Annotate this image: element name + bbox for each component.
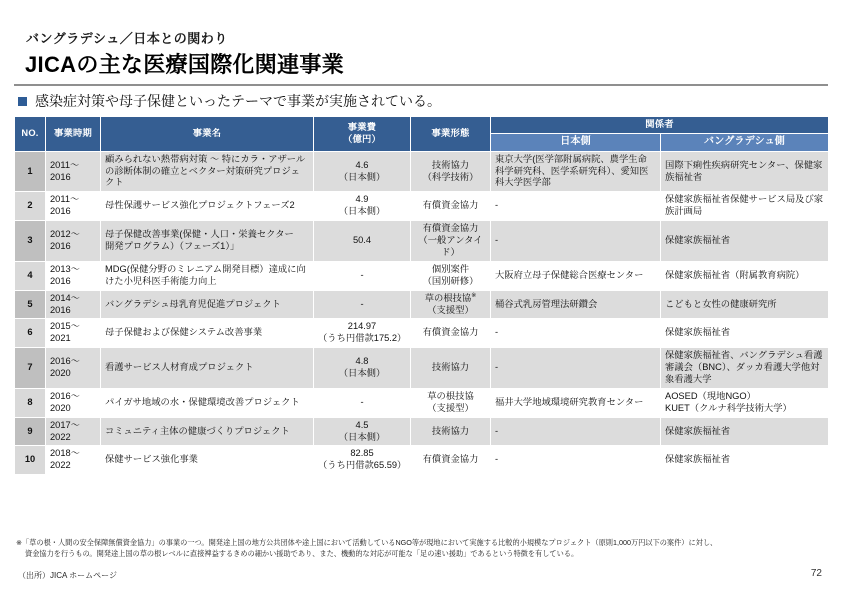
cell-japan-side: - <box>491 417 661 446</box>
table-body <box>15 151 829 475</box>
cell-bangladesh-side: こどもと女性の健康研究所 <box>661 290 829 319</box>
cell-no: 2 <box>15 192 46 221</box>
cell-period: 2011～ 2016 <box>46 151 101 192</box>
cell-period: 2017～ 2022 <box>46 417 101 446</box>
cell-no: 4 <box>15 261 46 290</box>
col-header-cost-line1: 事業費 <box>347 121 377 132</box>
cell-no: 5 <box>15 290 46 319</box>
table-header <box>15 117 829 152</box>
cell-type: 有償資金協力 <box>411 319 491 348</box>
cell-no: 3 <box>15 221 46 262</box>
cell-japan-side: - <box>491 192 661 221</box>
cell-japan-side: 東京大学(医学部附属病院、農学生命科学研究科、医学系研究科）、愛知医科大学医学部 <box>491 151 661 192</box>
col-header-cost-line2: （億円） <box>343 133 381 144</box>
table-header-row-1 <box>15 117 829 134</box>
col-header-period: 事業時期 <box>46 117 101 152</box>
lead-text: 感染症対策や母子保健といったテーマで事業が実施されている。 <box>35 93 441 109</box>
cell-type: 有償資金協力 <box>411 446 491 475</box>
cell-cost: - <box>314 388 411 417</box>
cell-project-name: 母性保護サービス強化プロジェクトフェーズ2 <box>101 192 314 221</box>
table-row <box>15 221 829 262</box>
cell-period: 2012～ 2016 <box>46 221 101 262</box>
cell-japan-side: 大阪府立母子保健総合医療センター <box>491 261 661 290</box>
col-header-type: 事業形態 <box>411 117 491 152</box>
cell-japan-side: 桶谷式乳房管理法研鑽会 <box>491 290 661 319</box>
cell-cost: 4.8 （日本側） <box>314 348 411 389</box>
footnote-line-1: ※「草の根・人間の安全保障無償資金協力」の事業の一つ。開発途上国の地方公共団体や途上国において活動しているNGO等が現地において実施する比較的小規模なプロジェクト（原則1,000万円以下の案件）に対し、 <box>16 538 718 547</box>
col-header-name: 事業名 <box>101 117 314 152</box>
cell-period: 2015～ 2021 <box>46 319 101 348</box>
cell-cost: 82.85 （うち円借款65.59） <box>314 446 411 475</box>
cell-project-name: パイガサ地域の水・保健環境改善プロジェクト <box>101 388 314 417</box>
cell-bangladesh-side: AOSED（現地NGO） KUET（クルナ科学技術大学） <box>661 388 829 417</box>
table-row <box>15 446 829 475</box>
projects-table <box>14 116 829 475</box>
table-row <box>15 290 829 319</box>
cell-cost: 214.97 （うち円借款175.2） <box>314 319 411 348</box>
col-header-stakeholders: 関係者 <box>491 117 829 134</box>
col-header-cost <box>314 117 411 152</box>
cell-no: 8 <box>15 388 46 417</box>
cell-bangladesh-side: 保健家族福祉省保健サービス局及び家族計画局 <box>661 192 829 221</box>
cell-japan-side: - <box>491 446 661 475</box>
cell-cost: 4.5 （日本側） <box>314 417 411 446</box>
cell-japan-side: 福井大学地域環境研究教育センター <box>491 388 661 417</box>
cell-bangladesh-side: 保健家族福祉省（附属教育病院） <box>661 261 829 290</box>
cell-cost: 50.4 <box>314 221 411 262</box>
table-row <box>15 261 829 290</box>
cell-project-name: コミュニティ主体の健康づくりプロジェクト <box>101 417 314 446</box>
cell-type: 草の根技協 （支援型） <box>411 388 491 417</box>
cell-bangladesh-side: 保健家族福祉省 <box>661 221 829 262</box>
table-row <box>15 151 829 192</box>
cell-japan-side: - <box>491 319 661 348</box>
bullet-square-icon <box>18 97 27 106</box>
lead-statement <box>18 91 441 111</box>
cell-type: 有償資金協力 （一般アンタイド） <box>411 221 491 262</box>
cell-bangladesh-side: 保健家族福祉省 <box>661 319 829 348</box>
col-header-japan-side: 日本側 <box>491 133 661 151</box>
cell-period: 2011～ 2016 <box>46 192 101 221</box>
cell-project-name: 顧みられない熱帯病対策 ～ 特にカラ・アザールの診断体制の確立とベクター対策研究プロジェクト <box>101 151 314 192</box>
cell-cost: - <box>314 290 411 319</box>
cell-cost: - <box>314 261 411 290</box>
cell-type: 個別案件 （国別研修） <box>411 261 491 290</box>
cell-project-name: 母子保健および保健システム改善事業 <box>101 319 314 348</box>
cell-cost: 4.6 （日本側） <box>314 151 411 192</box>
col-header-no: NO. <box>15 117 46 152</box>
footnote <box>16 538 832 560</box>
cell-no: 9 <box>15 417 46 446</box>
table-row <box>15 192 829 221</box>
col-header-bangladesh-side: バングラデシュ側 <box>661 133 829 151</box>
table-row <box>15 348 829 389</box>
cell-period: 2013～ 2016 <box>46 261 101 290</box>
page-number: 72 <box>810 568 822 579</box>
page-title: JICAの主な医療国際化関連事業 <box>25 52 344 77</box>
cell-project-name: バングラデシュ母乳育児促進プロジェクト <box>101 290 314 319</box>
cell-project-name: 保健サービス強化事業 <box>101 446 314 475</box>
cell-type: 有償資金協力 <box>411 192 491 221</box>
cell-no: 6 <box>15 319 46 348</box>
cell-project-name: 母子保健改善事業(保健・人口・栄養セクター 開発プログラム）（フェーズ1）」 <box>101 221 314 262</box>
cell-period: 2016～ 2020 <box>46 388 101 417</box>
cell-no: 1 <box>15 151 46 192</box>
cell-bangladesh-side: 国際下痢性疾病研究センター、保健家族福祉省 <box>661 151 829 192</box>
cell-period: 2014～ 2016 <box>46 290 101 319</box>
slide-kicker: バングラデシュ／日本との関わり <box>26 31 228 46</box>
table-row <box>15 388 829 417</box>
cell-period: 2018～ 2022 <box>46 446 101 475</box>
cell-type: 技術協力 <box>411 348 491 389</box>
cell-type: 草の根技協※ （支援型） <box>411 290 491 319</box>
cell-japan-side: - <box>491 348 661 389</box>
cell-bangladesh-side: 保健家族福祉省 <box>661 417 829 446</box>
cell-type: 技術協力 （科学技術） <box>411 151 491 192</box>
footnote-line-2: 資金協力を行うもの。開発途上国の草の根レベルに直接裨益するきめの細かい援助であり、また、機動的な対応が可能な「足の速い援助」であるという特徴を有している。 <box>25 548 579 558</box>
table-row <box>15 319 829 348</box>
table-row <box>15 417 829 446</box>
cell-project-name: 看護サービス人材育成プロジェクト <box>101 348 314 389</box>
cell-no: 7 <box>15 348 46 389</box>
projects-table-wrapper <box>14 116 828 475</box>
cell-project-name: MDG(保健分野のミレニアム開発目標）達成に向けた小児科医手術能力向上 <box>101 261 314 290</box>
cell-japan-side: - <box>491 221 661 262</box>
cell-period: 2016～ 2020 <box>46 348 101 389</box>
cell-bangladesh-side: 保健家族福祉省、バングラデシュ看護審議会（BNC）、ダッカ看護大学他対象看護大学 <box>661 348 829 389</box>
cell-type: 技術協力 <box>411 417 491 446</box>
title-divider <box>14 84 828 86</box>
cell-bangladesh-side: 保健家族福祉省 <box>661 446 829 475</box>
cell-no: 10 <box>15 446 46 475</box>
cell-cost: 4.9 （日本側） <box>314 192 411 221</box>
source-citation: （出所）JICA ホームページ <box>18 571 117 580</box>
